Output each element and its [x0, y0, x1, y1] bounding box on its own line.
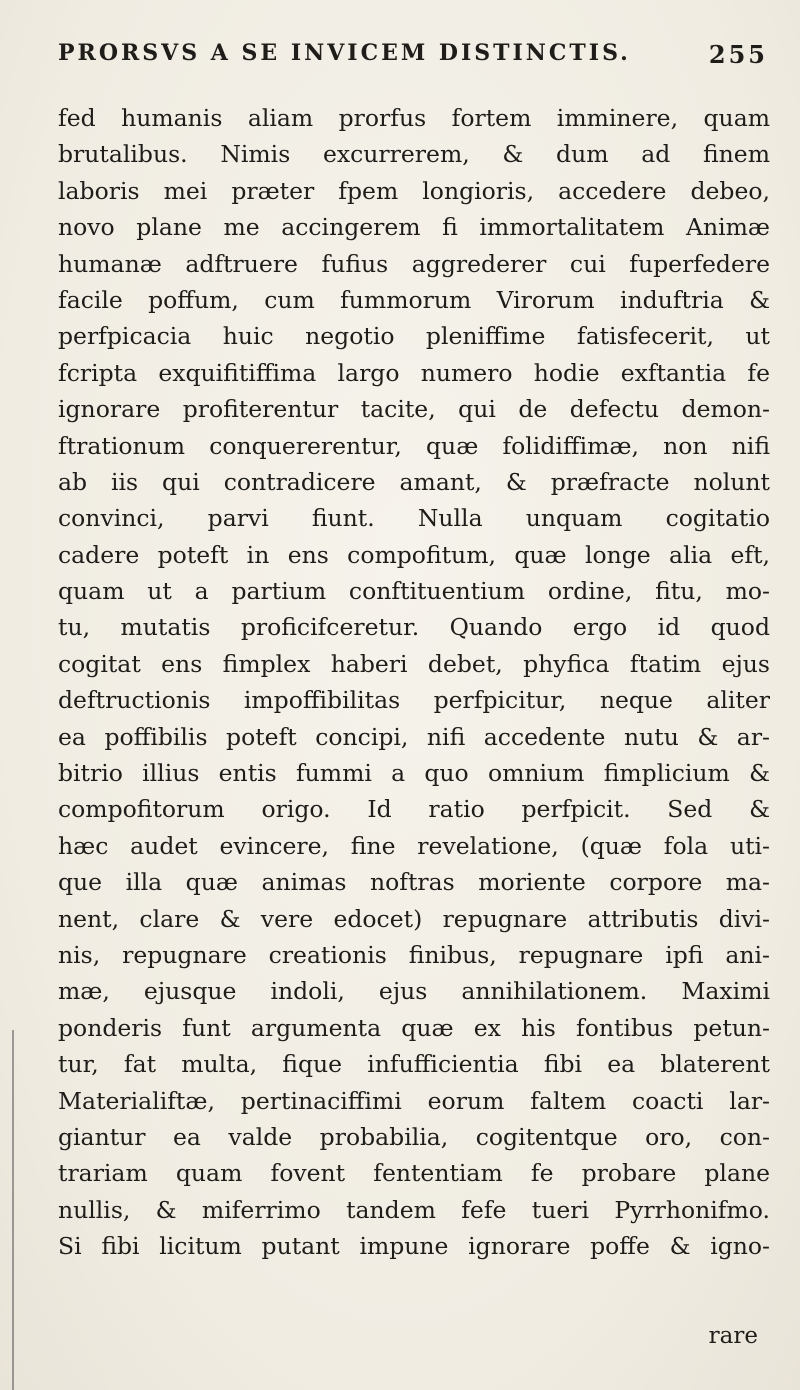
text-line: Materialiftæ, pertinaciffimi eorum faltem coacti lar-: [58, 1086, 770, 1115]
text-line: cogitat ens fimplex haberi debet, phyfica ftatim ejus: [58, 649, 770, 678]
text-line: nullis, & miferrimo tandem fefe tueri Pyrrhonifmo.: [58, 1195, 770, 1224]
text-line: tu, mutatis proficifceretur. Quando ergo id quod: [58, 613, 770, 642]
page-number: 255: [708, 40, 768, 69]
text-line: facile poffum, cum fummorum Virorum induftria &: [58, 285, 770, 314]
page-header: [58, 40, 768, 80]
text-line: bitrio illius entis fummi a quo omnium fimplicium &: [58, 759, 770, 788]
catchword: rare: [708, 1323, 758, 1349]
text-line: ponderis funt argumenta quæ ex his fontibus petun-: [58, 1013, 770, 1042]
text-line: mæ, ejusque indoli, ejus annihilationem. Maximi: [58, 977, 770, 1006]
running-head: PRORSVS A SE INVICEM DISTINCTIS.: [58, 40, 631, 66]
text-line: giantur ea valde probabilia, cogitentque oro, con-: [58, 1122, 770, 1151]
text-line: tur, fat multa, fique infufficientia fibi ea blaterent: [58, 1050, 770, 1079]
text-line: fcripta exquifitiffima largo numero hodie exftantia fe: [58, 358, 770, 387]
text-line: compofitorum origo. Id ratio perfpicit. Sed &: [58, 795, 770, 824]
text-line: fed humanis aliam prorfus fortem imminere, quam: [58, 104, 770, 132]
margin-rule: [12, 1030, 14, 1390]
text-line: perfpicacia huic negotio pleniffime fatisfecerit, ut: [58, 322, 770, 351]
text-line: quam ut a partium conftituentium ordine, fitu, mo-: [58, 577, 770, 606]
text-line: ab iis qui contradicere amant, & præfracte nolunt: [58, 467, 770, 496]
text-line: Si fibi licitum putant impune ignorare poffe & igno-: [58, 1232, 770, 1261]
text-line: ftrationum conquererentur, quæ folidiffimæ, non nifi: [58, 431, 770, 460]
text-line: hæc audet evincere, fine revelatione, (quæ fola uti-: [58, 831, 770, 860]
text-line: ea poffibilis poteft concipi, nifi accedente nutu & ar-: [58, 722, 770, 751]
text-line: nent, clare & vere edocet) repugnare attributis divi-: [58, 904, 770, 933]
text-line: trariam quam fovent fententiam fe probare plane: [58, 1159, 770, 1188]
text-line: deftructionis impoffibilitas perfpicitur, neque aliter: [58, 686, 770, 715]
text-line: convinci, parvi fiunt. Nulla unquam cogitatio: [58, 504, 770, 533]
body-text: [58, 100, 770, 1265]
text-line: ignorare profiterentur tacite, qui de defectu demon-: [58, 395, 770, 424]
text-line: cadere poteft in ens compofitum, quæ longe alia eft,: [58, 540, 770, 569]
text-line: humanæ adftruere fufius aggrederer cui fuperfedere: [58, 249, 770, 278]
text-line: nis, repugnare creationis finibus, repugnare ipfi ani-: [58, 940, 770, 969]
text-line: que illa quæ animas noftras moriente corpore ma-: [58, 868, 770, 897]
text-line: brutalibus. Nimis excurrerem, & dum ad finem: [58, 140, 770, 169]
text-line: laboris mei præter fpem longioris, accedere debeo,: [58, 176, 770, 205]
text-line: novo plane me accingerem fi immortalitatem Animæ: [58, 213, 770, 242]
